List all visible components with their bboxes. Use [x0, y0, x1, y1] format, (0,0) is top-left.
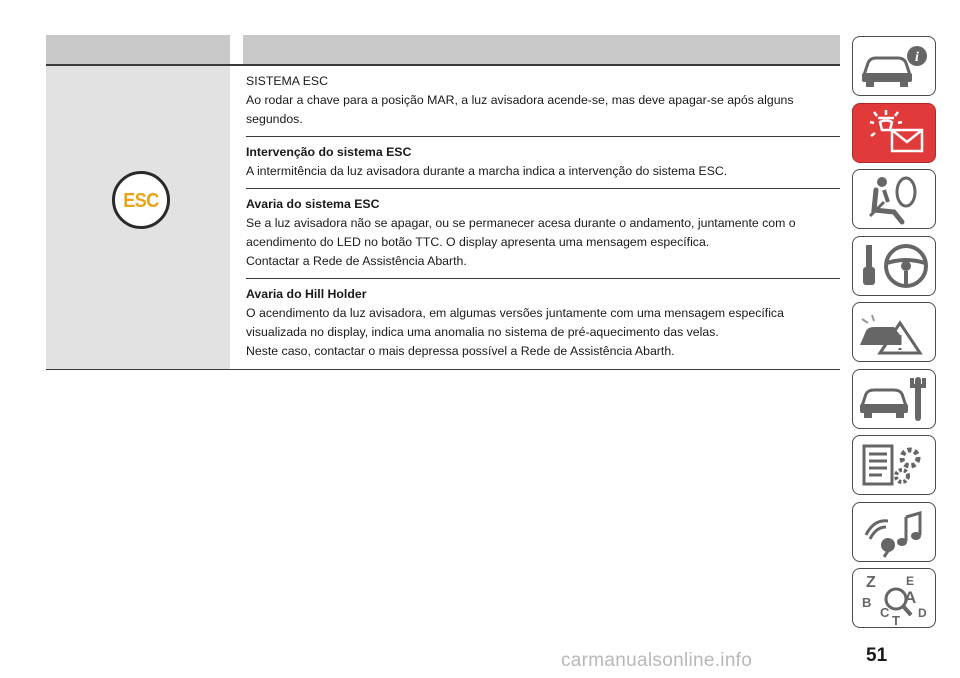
section-intervencao — [246, 137, 840, 189]
alphabetical-index-icon — [854, 571, 934, 625]
car-crash-warning-icon — [854, 305, 934, 359]
esc-warning-light-icon: ESC — [112, 171, 170, 229]
svg-text:T: T — [892, 613, 900, 625]
section-title: Avaria do Hill Holder — [246, 287, 367, 301]
svg-text:D: D — [918, 606, 927, 620]
watermark: carmanualsonline.info — [561, 650, 753, 671]
tab-starting-driving[interactable] — [852, 236, 936, 296]
warning-light-table — [46, 35, 840, 370]
car-info-icon — [854, 39, 934, 93]
description-cell — [230, 66, 840, 369]
tab-index[interactable] — [852, 568, 936, 628]
paragraph-line: segundos. — [246, 112, 303, 126]
list-gears-icon — [854, 438, 934, 492]
tab-maintenance[interactable] — [852, 369, 936, 429]
seat-airbag-icon — [854, 172, 934, 226]
tab-multimedia[interactable] — [852, 502, 936, 562]
table-header — [46, 35, 840, 64]
paragraph-line: visualizada no display, indica uma anomalia no sistema de pré-aquecimento das velas. — [246, 325, 719, 339]
paragraph-line: Ao rodar a chave para a posição MAR, a luz avisadora acende-se, mas deve apagar-se após alguns — [246, 93, 794, 107]
page-number: 51 — [866, 645, 888, 666]
icon-cell — [46, 66, 230, 369]
paragraph-line: Contactar a Rede de Assistência Abarth. — [246, 254, 467, 268]
paragraph-line: Neste caso, contactar o mais depressa possível a Rede de Assistência Abarth. — [246, 344, 675, 358]
section-avaria-esc — [246, 189, 840, 279]
table-header-icon-column — [46, 35, 230, 64]
section-title: Intervenção do sistema ESC — [246, 145, 412, 159]
table-header-text-column — [243, 35, 840, 64]
multimedia-music-icon — [854, 505, 934, 559]
paragraph-line: SISTEMA ESC — [246, 74, 329, 88]
section-avaria-hill-holder — [246, 279, 840, 369]
svg-text:C: C — [880, 605, 890, 620]
tab-technical-data[interactable] — [852, 435, 936, 495]
paragraph-line: A intermitência da luz avisadora durante a marcha indica a intervenção do sistema ESC. — [246, 164, 728, 178]
paragraph-line: O acendimento da luz avisadora, em algumas versões juntamente com uma mensagem específica — [246, 306, 784, 320]
svg-text:B: B — [862, 595, 872, 610]
paragraph-line: acendimento do LED no botão TTC. O display apresenta uma mensagem específica. — [246, 235, 710, 249]
key-steering-wheel-icon — [854, 239, 934, 293]
svg-text:i: i — [915, 50, 919, 65]
table-body — [46, 64, 840, 370]
svg-text:Z: Z — [866, 574, 876, 591]
car-wrench-icon — [854, 372, 934, 426]
section-sistema-esc — [246, 66, 840, 137]
tab-car-info[interactable] — [852, 36, 936, 96]
tab-emergency[interactable] — [852, 302, 936, 362]
svg-text:E: E — [906, 574, 915, 588]
tab-safety[interactable] — [852, 169, 936, 229]
section-title: Avaria do sistema ESC — [246, 197, 380, 211]
svg-text:A: A — [904, 588, 917, 607]
chapter-tabs — [852, 36, 938, 635]
warning-light-message-icon — [854, 106, 934, 160]
paragraph-line: Se a luz avisadora não se apagar, ou se permanecer acesa durante o andamento, juntamente com o — [246, 216, 796, 230]
tab-warning-lights[interactable] — [852, 103, 936, 163]
